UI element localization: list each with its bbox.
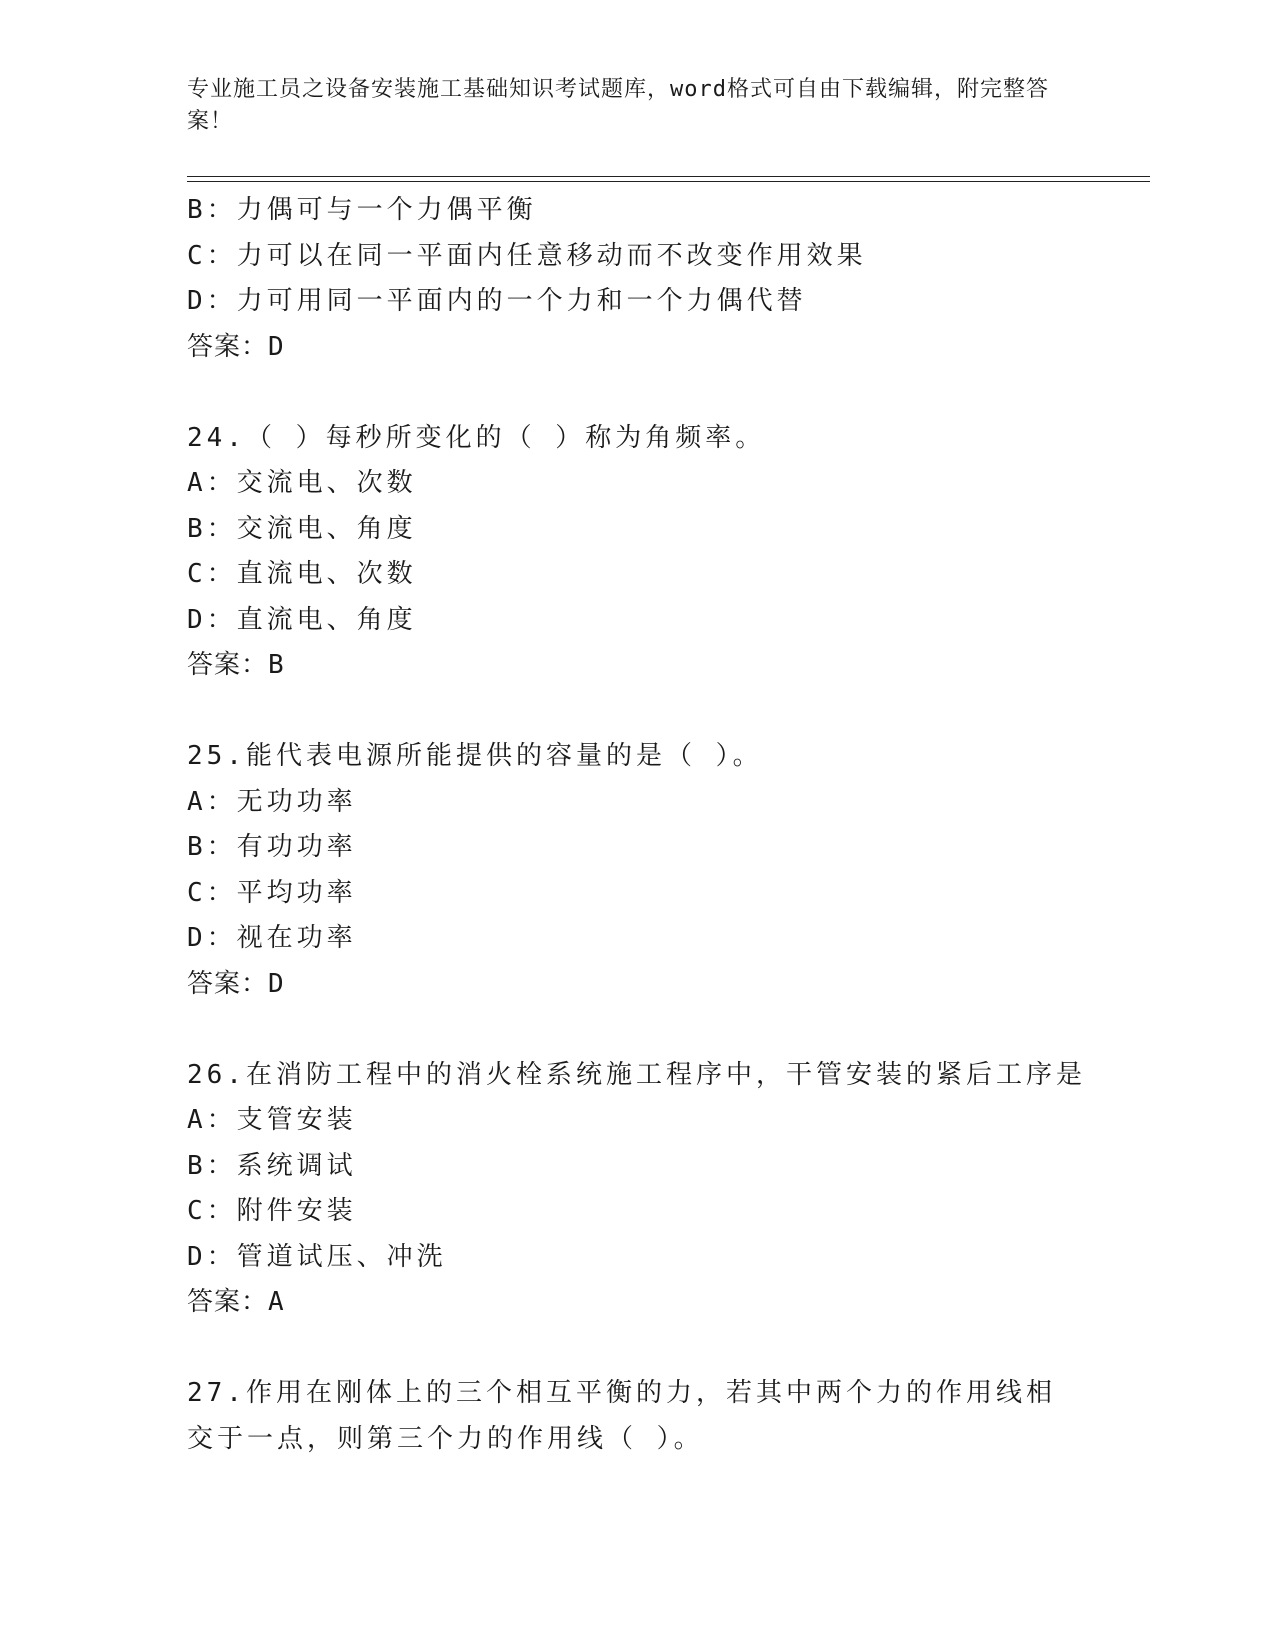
answer: 答案：D: [187, 331, 285, 362]
option-a: A：支管安装: [187, 1105, 357, 1135]
question-stem: 25.能代表电源所能提供的容量的是（ ）。: [187, 741, 763, 771]
continued-question: [187, 188, 1087, 370]
question-25: [187, 734, 1087, 1007]
option-d: D：力可用同一平面内的一个力和一个力偶代替: [187, 286, 807, 316]
header-divider: [187, 176, 1150, 177]
option-a: A：交流电、次数: [187, 468, 417, 498]
option-d: D：直流电、角度: [187, 604, 417, 635]
option-c: C：附件安装: [187, 1196, 357, 1226]
question-content: [187, 188, 1087, 1462]
answer: 答案：D: [187, 968, 285, 999]
question-stem: 24.（ ）每秒所变化的（ ）称为角频率。: [187, 422, 766, 453]
option-b: B：交流电、角度: [187, 513, 417, 544]
option-b: B：系统调试: [187, 1150, 357, 1181]
option-d: D：视在功率: [187, 923, 357, 953]
question-24: [187, 416, 1087, 689]
answer: 答案：B: [187, 650, 285, 680]
option-c: C：直流电、次数: [187, 559, 417, 589]
option-b: B：力偶可与一个力偶平衡: [187, 195, 537, 225]
question-stem: 27.作用在刚体上的三个相互平衡的力，若其中两个力的作用线相交于一点，则第三个力的作用线（ ）。: [187, 1378, 1056, 1454]
option-c: C：平均功率: [187, 877, 357, 908]
question-stem: 26.在消防工程中的消火栓系统施工程序中，干管安装的紧后工序是: [187, 1059, 1086, 1090]
option-c: C：力可以在同一平面内任意移动而不改变作用效果: [187, 240, 867, 271]
option-a: A：无功功率: [187, 786, 357, 817]
question-26: [187, 1053, 1087, 1326]
header-divider-thin: [187, 181, 1150, 182]
document-header: 专业施工员之设备安装施工基础知识考试题库，word格式可自由下载编辑，附完整答案！: [187, 77, 1049, 134]
question-27: [187, 1371, 1087, 1462]
option-d: D：管道试压、冲洗: [187, 1241, 447, 1272]
answer: 答案：A: [187, 1287, 285, 1317]
option-b: B：有功功率: [187, 832, 357, 862]
